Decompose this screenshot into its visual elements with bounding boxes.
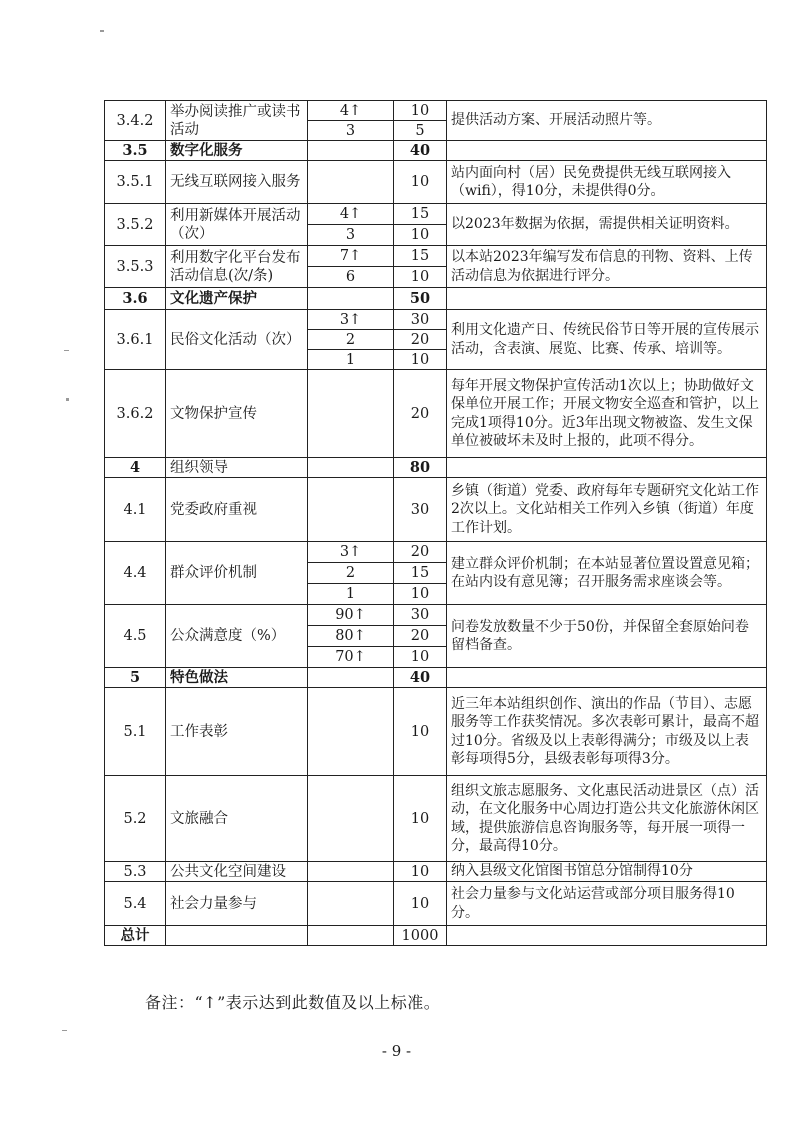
section-score: 40 — [394, 668, 447, 688]
section-number: 3.5 — [105, 141, 166, 161]
score-cell: 20 — [394, 626, 447, 647]
score-cell: 10 — [394, 862, 447, 882]
item-name: 文物保护宣传 — [166, 370, 308, 458]
score-cell: 30 — [394, 605, 447, 626]
item-number: 3.4.2 — [105, 101, 166, 141]
note-cell: 问卷发放数量不少于50份，并保留全套原始问卷留档备查。 — [447, 605, 767, 668]
section-row — [105, 141, 767, 161]
section-number: 3.6 — [105, 288, 166, 310]
score-cell: 15 — [394, 204, 447, 225]
table-row — [105, 478, 767, 542]
note-cell: 以2023年数据为依据，需提供相关证明资料。 — [447, 204, 767, 246]
item-number: 3.5.3 — [105, 246, 166, 288]
standard-cell — [308, 882, 394, 926]
table-row — [105, 882, 767, 926]
score-cell: 10 — [394, 101, 447, 121]
table-row — [105, 688, 767, 776]
section-number: 4 — [105, 458, 166, 478]
item-name: 党委政府重视 — [166, 478, 308, 542]
table-row — [105, 310, 767, 330]
item-number: 5.2 — [105, 776, 166, 862]
standard-cell — [308, 478, 394, 542]
note-cell: 乡镇（街道）党委、政府每年专题研究文化站工作2次以上。文化站相关工作列入乡镇（街道）年度工作计划。 — [447, 478, 767, 542]
scan-mark — [64, 350, 69, 351]
standard-cell — [308, 288, 394, 310]
note-cell: 建立群众评价机制；在本站显著位置设置意见箱；在站内设有意见簿；召开服务需求座谈会等。 — [447, 542, 767, 605]
table-row — [105, 161, 767, 204]
section-number: 5 — [105, 668, 166, 688]
item-number: 5.3 — [105, 862, 166, 882]
section-row — [105, 458, 767, 478]
standard-cell — [308, 862, 394, 882]
standard-cell: 7↑ — [308, 246, 394, 267]
item-number: 5.1 — [105, 688, 166, 776]
item-number: 4.1 — [105, 478, 166, 542]
standard-cell: 70↑ — [308, 647, 394, 668]
standard-cell: 3↑ — [308, 542, 394, 563]
standard-cell: 80↑ — [308, 626, 394, 647]
section-row — [105, 668, 767, 688]
section-score: 80 — [394, 458, 447, 478]
score-cell: 10 — [394, 225, 447, 246]
score-cell: 20 — [394, 370, 447, 458]
note-cell — [447, 926, 767, 946]
standard-cell — [308, 370, 394, 458]
item-name: 文旅融合 — [166, 776, 308, 862]
item-number: 3.6.2 — [105, 370, 166, 458]
item-name: 社会力量参与 — [166, 882, 308, 926]
total-row — [105, 926, 767, 946]
item-name: 公众满意度（%） — [166, 605, 308, 668]
score-cell: 30 — [394, 310, 447, 330]
section-score: 50 — [394, 288, 447, 310]
section-row — [105, 288, 767, 310]
score-cell: 10 — [394, 350, 447, 370]
standard-cell: 1 — [308, 350, 394, 370]
note-cell: 站内面向村（居）民免费提供无线互联网接入（wifi），得10分，未提供得0分。 — [447, 161, 767, 204]
standard-cell: 6 — [308, 267, 394, 288]
table-row — [105, 776, 767, 862]
scan-mark — [66, 398, 69, 401]
note-cell — [447, 141, 767, 161]
score-cell: 20 — [394, 330, 447, 350]
note-cell: 社会力量参与文化站运营或部分项目服务得10分。 — [447, 882, 767, 926]
table-row — [105, 101, 767, 121]
standard-cell — [308, 141, 394, 161]
item-name: 群众评价机制 — [166, 542, 308, 605]
item-number: 3.6.1 — [105, 310, 166, 370]
note-cell: 每年开展文物保护宣传活动1次以上；协助做好文保单位开展工作；开展文物安全巡查和管护，以上完成1项得10分。近3年出现文物被盗、发生文保单位被破坏未及时上报的，此项不得分。 — [447, 370, 767, 458]
score-cell: 15 — [394, 246, 447, 267]
item-number: 3.5.2 — [105, 204, 166, 246]
section-name: 特色做法 — [166, 668, 308, 688]
total-label: 总计 — [105, 926, 166, 946]
score-cell: 10 — [394, 776, 447, 862]
item-name: 利用数字化平台发布活动信息(次/条) — [166, 246, 308, 288]
score-cell: 10 — [394, 688, 447, 776]
item-name: 利用新媒体开展活动（次） — [166, 204, 308, 246]
section-name: 文化遗产保护 — [166, 288, 308, 310]
standard-cell — [308, 161, 394, 204]
section-name: 组织领导 — [166, 458, 308, 478]
score-cell: 5 — [394, 121, 447, 141]
item-number: 4.5 — [105, 605, 166, 668]
score-cell: 15 — [394, 563, 447, 584]
table-row — [105, 204, 767, 225]
note-cell: 近三年本站组织创作、演出的作品（节目）、志愿服务等工作获奖情况。多次表彰可累计，最高不超过10分。省级及以上表彰得满分；市级及以上表彰每项得5分，县级表彰每项得3分。 — [447, 688, 767, 776]
standard-cell: 2 — [308, 563, 394, 584]
note-cell — [447, 458, 767, 478]
item-name: 民俗文化活动（次） — [166, 310, 308, 370]
section-name: 数字化服务 — [166, 141, 308, 161]
standard-cell: 4↑ — [308, 101, 394, 121]
standard-cell — [308, 776, 394, 862]
standard-cell: 2 — [308, 330, 394, 350]
table-row — [105, 370, 767, 458]
note-cell: 提供活动方案、开展活动照片等。 — [447, 101, 767, 141]
score-cell: 10 — [394, 647, 447, 668]
scoring-table — [104, 100, 767, 946]
note-cell: 组织文旅志愿服务、文化惠民活动进景区（点）活动，在文化服务中心周边打造公共文化旅游休闲区域，提供旅游信息咨询服务等，每开展一项得一分，最高得10分。 — [447, 776, 767, 862]
standard-cell: 3 — [308, 225, 394, 246]
table-row — [105, 862, 767, 882]
item-name: 工作表彰 — [166, 688, 308, 776]
table-row — [105, 246, 767, 267]
score-cell: 10 — [394, 161, 447, 204]
scan-mark — [62, 1030, 67, 1031]
item-number: 3.5.1 — [105, 161, 166, 204]
score-cell: 10 — [394, 267, 447, 288]
score-cell: 10 — [394, 584, 447, 605]
standard-cell — [308, 926, 394, 946]
note-cell — [447, 288, 767, 310]
standard-cell: 3 — [308, 121, 394, 141]
total-score: 1000 — [394, 926, 447, 946]
scan-mark — [100, 30, 104, 32]
item-number: 4.4 — [105, 542, 166, 605]
standard-cell: 1 — [308, 584, 394, 605]
score-cell: 30 — [394, 478, 447, 542]
page-number: - 9 - — [381, 1042, 412, 1060]
item-name: 无线互联网接入服务 — [166, 161, 308, 204]
item-name — [166, 926, 308, 946]
remark-note: 备注：“↑”表示达到此数值及以上标准。 — [145, 993, 441, 1012]
standard-cell: 4↑ — [308, 204, 394, 225]
score-cell: 20 — [394, 542, 447, 563]
item-number: 5.4 — [105, 882, 166, 926]
table-row — [105, 605, 767, 626]
note-cell — [447, 668, 767, 688]
item-name: 公共文化空间建设 — [166, 862, 308, 882]
standard-cell: 3↑ — [308, 310, 394, 330]
note-cell: 纳入县级文化馆图书馆总分馆制得10分 — [447, 862, 767, 882]
standard-cell — [308, 458, 394, 478]
table-row — [105, 542, 767, 563]
standard-cell — [308, 688, 394, 776]
item-name: 举办阅读推广或读书活动 — [166, 101, 308, 141]
note-cell: 利用文化遗产日、传统民俗节日等开展的宣传展示活动，含表演、展览、比赛、传承、培训等。 — [447, 310, 767, 370]
standard-cell: 90↑ — [308, 605, 394, 626]
section-score: 40 — [394, 141, 447, 161]
score-cell: 10 — [394, 882, 447, 926]
note-cell: 以本站2023年编写发布信息的刊物、资料、上传活动信息为依据进行评分。 — [447, 246, 767, 288]
standard-cell — [308, 668, 394, 688]
